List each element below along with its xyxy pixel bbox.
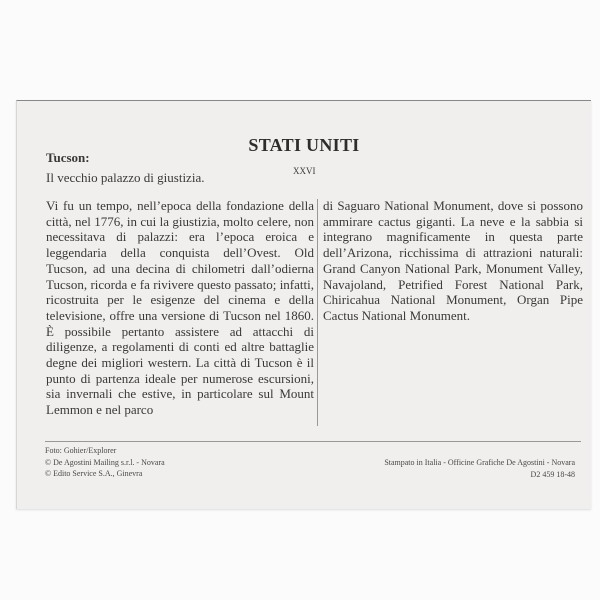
card-number: XXVI	[293, 166, 316, 176]
column-divider	[317, 199, 318, 426]
printer-line: Stampato in Italia - Officine Grafiche De Agostini - Novara	[384, 458, 575, 467]
place-heading: Tucson:	[46, 150, 90, 165]
copyright-line: © Edito Service S.A., Ginevra	[45, 469, 143, 478]
subtitle: Il vecchio palazzo di giustizia.	[46, 170, 205, 185]
page-title: STATI UNITI	[248, 135, 360, 155]
footer-credits	[45, 445, 165, 480]
footer-printer	[384, 457, 575, 480]
photo-credit: Foto: Gohier/Explorer	[45, 446, 117, 455]
footer-divider	[45, 441, 581, 442]
body-text-left: Vi fu un tempo, nell’epoca della fondazione della città, nel 1776, in cui la giustizia, molto celere, non necessitava di palazzi: era l’epoca eroica e leggendaria della conquista dell’Ovest. Old Tucson, ad una decina di chilometri dall’odierna Tucson, ricorda e fa rivivere questo passato; infatti, ricostruita per le esigenze del cinema e della televisione, offre una versione di Tucson nel 1860. È possibile pertanto assistere ad attacchi di diligenze, a regolamenti di conti ed altre battaglie degne dei migliori western. La città di Tucson è il punto di partenza ideale per numerose escursioni, sia invernali che estive, in particolare sul Mount Lemmon e nel parco	[46, 198, 314, 418]
catalog-code: D2 459 18-48	[530, 469, 575, 479]
copyright-line: © De Agostini Mailing s.r.l. - Novara	[45, 457, 165, 467]
body-text-right: di Saguaro National Monument, dove si possono ammirare cactus giganti. La neve e la sabbia si integrano magnificamente in questa parte dell’Arizona, ricchissima di attrazioni naturali: Grand Canyon National Park, Monument Valley, Navajoland, Petrified Forest National Park, Chiricahua National Monument, Organ Pipe Cactus National Monument.	[323, 198, 583, 323]
postcard-back	[16, 100, 591, 509]
